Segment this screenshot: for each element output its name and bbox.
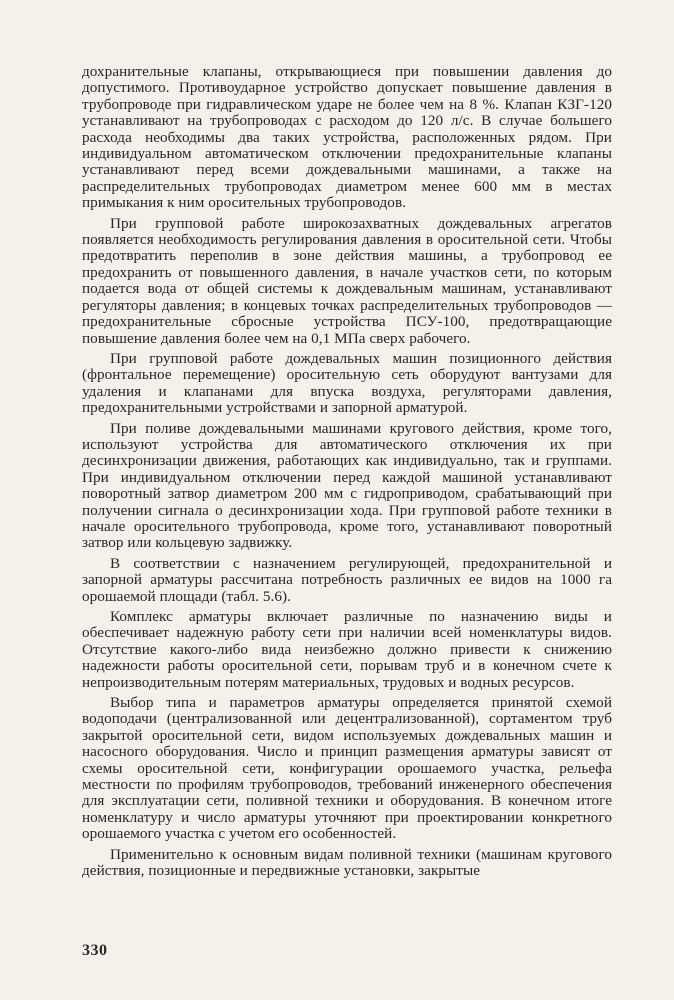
paragraph-fittings-demand: В соответствии с назначением регулирующей, предохранительной и запорной арматуры рассчитана потребность различных ее видов на 1000 га орошаемой площади (табл. 5.6). [82, 554, 612, 605]
paragraph-irrigation-equipment: Применительно к основным видам поливной техники (машинам кругового действия, позиционные и передвижные установки, закрытые [82, 845, 612, 880]
page-number: 330 [82, 942, 108, 959]
paragraph-pressure-regulation: При групповой работе широкозахватных дождевальных агрегатов появляется необходимость регулирования давления в оросительной сети. Чтобы предотвратить переполив в зоне действия машины, а трубопровод ее предохранить от повышенного давления, в начале участков сети, по которым подается вода от общей системы к дождевальным машинам, устанавливают регуляторы давления; в концевых точках распределительных трубопроводов — предохранительные сбросные устройства ПСУ-100, предотвращающие повышение давления более чем на 0,1 МПа сверх рабочего. [82, 214, 612, 347]
paragraph-circular-machines: При поливе дождевальными машинами кругового действия, кроме того, используют устройства для автоматического отключения их при десинхронизации движения, работающих как индивидуально, так и группами. При индивидуальном отключении перед каждой машиной устанавливают поворотный затвор диаметром 200 мм с гидроприводом, срабатывающий при получении сигнала о десинхронизации хода. При групповой работе техники в начале оросительного трубопровода, кроме того, устанавливают поворотный затвор или кольцевую задвижку. [82, 419, 612, 552]
body-text [82, 64, 612, 884]
paragraph-safety-valves: дохранительные клапаны, открывающиеся при повышении давления до допустимого. Противоударное устройство допускает повышение давления в трубопроводе при гидравлическом ударе не более чем на 8 %. Клапан КЗГ-120 устанавливают на трубопроводах с расходом до 120 л/с. В случае большего расхода необходимы два таких устройства, расположенных рядом. При индивидуальном автоматическом отключении предохранительные клапаны устанавливают перед всеми дождевальными машинами, а также на распределительных трубопроводах диаметром менее 600 мм в местах примыкания к ним оросительных трубопроводов. [82, 63, 612, 212]
paragraph-positional-machines: При групповой работе дождевальных машин позиционного действия (фронтальное перемещение) оросительную сеть оборудуют вантузами для удаления и клапанами для впуска воздуха, регуляторами давления, предохранительными устройствами и запорной арматурой. [82, 349, 612, 417]
paragraph-fittings-complex: Комплекс арматуры включает различные по назначению виды и обеспечивает надежную работу сети при наличии всей номенклатуры видов. Отсутствие какого-либо вида неизбежно должно привести к снижению надежности работы оросительной сети, порывам труб и в конечном счете к непроизводительным потерям материальных, трудовых и водных ресурсов. [82, 608, 612, 691]
paragraph-fittings-selection: Выбор типа и параметров арматуры определяется принятой схемой водоподачи (централизованной или децентрализованной), сортаментом труб закрытой оросительной сети, видом используемых дождевальных машин и насосного оборудования. Число и принцип размещения арматуры зависят от схемы оросительной сети, конфигурации орошаемого участка, рельефа местности по профилям трубопроводов, требований инженерного обеспечения для эксплуатации сети, поливной техники и оборудования. В конечном итоге номенклатуру и число арматуры уточняют при проектировании конкретного орошаемого участка с учетом его особенностей. [82, 694, 612, 843]
